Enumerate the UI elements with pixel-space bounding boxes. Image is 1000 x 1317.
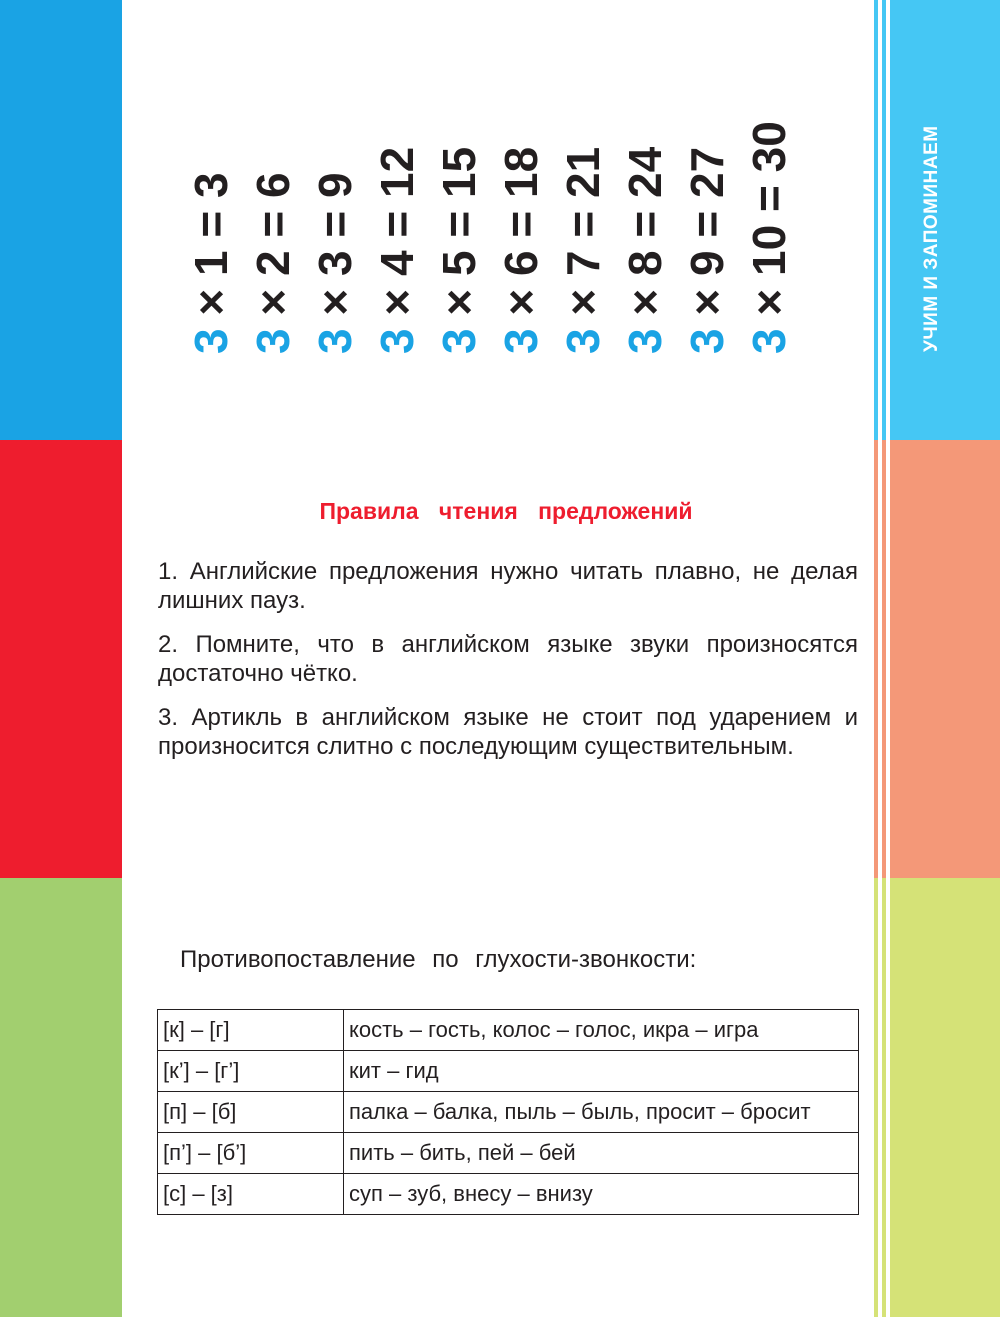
multiplication-row: 3 × 1 = 3 (185, 172, 237, 354)
table-row (158, 1010, 859, 1051)
multiplication-row: 3 × 3 = 9 (309, 172, 361, 354)
sound-pair: [к] – [г] (158, 1010, 344, 1051)
table-row (158, 1174, 859, 1215)
multiplication-row: 3 × 6 = 18 (495, 146, 547, 354)
right-stripe (874, 0, 878, 440)
multiplication-row: 3 × 5 = 15 (433, 146, 485, 354)
table-row (158, 1092, 859, 1133)
right-stripe (874, 878, 878, 1317)
side-label: УЧИМ И ЗАПОМИНАЕМ (921, 125, 942, 352)
right-stripe (882, 0, 886, 440)
rule-item: 1. Английские предложения нужно читать плавно, не делая лишних пауз. (158, 558, 858, 614)
sound-pair: [с] – [з] (158, 1174, 344, 1215)
multiplication-row: 3 × 2 = 6 (247, 172, 299, 354)
contrast-title: Противопоставление по глухости-звонкости: (180, 946, 697, 973)
sound-pair: [п] – [б] (158, 1092, 344, 1133)
word-examples: кит – гид (344, 1051, 859, 1092)
right-band-lime (890, 878, 1000, 1317)
right-band-blue (890, 0, 1000, 440)
multiplication-row: 3 × 7 = 21 (557, 146, 609, 354)
left-band-green (0, 878, 122, 1317)
multiplication-row: 3 × 8 = 24 (619, 146, 671, 354)
sound-pair: [п’] – [б’] (158, 1133, 344, 1174)
left-band-blue (0, 0, 122, 440)
multiplication-row: 3 × 10 = 30 (743, 121, 795, 354)
left-band-red (0, 440, 122, 878)
multiplication-row: 3 × 9 = 27 (681, 146, 733, 354)
word-examples: палка – балка, пыль – быль, просит – бросит (344, 1092, 859, 1133)
right-stripe (882, 878, 886, 1317)
word-examples: пить – бить, пей – бей (344, 1133, 859, 1174)
multiplication-row: 3 × 4 = 12 (371, 146, 423, 354)
reading-rules-title: Правила чтения предложений (319, 498, 693, 524)
rule-item: 3. Артикль в английском языке не стоит под ударением и произносится слитно с последующим существительным. (158, 704, 858, 760)
rule-item: 2. Помните, что в английском языке звуки произносятся достаточно чётко. (158, 631, 858, 687)
contrast-table (157, 1009, 859, 1215)
table-row (158, 1133, 859, 1174)
word-examples: суп – зуб, внесу – внизу (344, 1174, 859, 1215)
table-row (158, 1051, 859, 1092)
sound-pair: [к’] – [г’] (158, 1051, 344, 1092)
word-examples: кость – гость, колос – голос, икра – игра (344, 1010, 859, 1051)
right-band-salmon (890, 440, 1000, 878)
